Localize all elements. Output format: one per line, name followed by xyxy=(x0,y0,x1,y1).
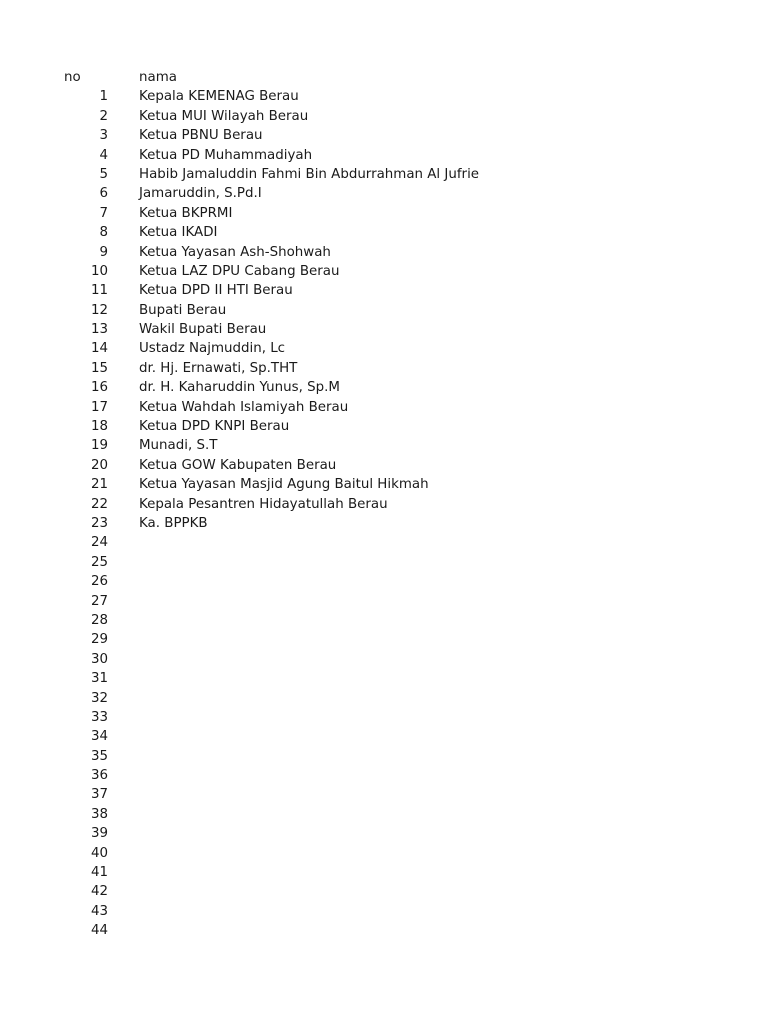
row-number: 6 xyxy=(99,186,108,202)
row-nama: Bupati Berau xyxy=(139,302,227,318)
row-number: 35 xyxy=(90,748,108,764)
table-row xyxy=(0,107,768,126)
row-number: 12 xyxy=(90,302,108,318)
table-row xyxy=(0,398,768,417)
table-row xyxy=(0,514,768,533)
table-row xyxy=(0,650,768,669)
row-number: 9 xyxy=(99,244,108,260)
table-row xyxy=(0,243,768,262)
row-nama xyxy=(108,592,139,611)
row-number: 34 xyxy=(90,729,108,745)
row-number: 3 xyxy=(99,128,108,144)
row-number: 40 xyxy=(90,845,108,861)
row-nama xyxy=(108,708,139,727)
row-number: 16 xyxy=(90,380,108,396)
table-row xyxy=(0,223,768,242)
row-nama xyxy=(108,650,139,669)
row-nama xyxy=(108,882,139,901)
row-nama xyxy=(108,844,139,863)
row-number: 21 xyxy=(90,477,108,493)
table-row xyxy=(0,882,768,901)
row-nama: Ketua LAZ DPU Cabang Berau xyxy=(139,263,340,279)
row-number: 2 xyxy=(99,108,108,124)
row-nama xyxy=(108,533,139,552)
row-nama: Ketua MUI Wilayah Berau xyxy=(139,108,309,124)
column-header-no: no xyxy=(64,70,81,85)
table-row xyxy=(0,785,768,804)
row-number: 24 xyxy=(90,535,108,551)
table-row xyxy=(0,475,768,494)
row-number: 26 xyxy=(90,574,108,590)
column-header-nama: nama xyxy=(139,70,177,85)
row-nama: Ketua Wahdah Islamiyah Berau xyxy=(139,399,349,415)
row-number: 32 xyxy=(90,690,108,706)
table-row xyxy=(0,417,768,436)
row-nama: dr. Hj. Ernawati, Sp.THT xyxy=(139,360,298,376)
table-row xyxy=(0,533,768,552)
table-row xyxy=(0,146,768,165)
table-row xyxy=(0,359,768,378)
row-number: 37 xyxy=(90,787,108,803)
row-nama: Ketua PD Muhammadiyah xyxy=(139,147,313,163)
table-row xyxy=(0,456,768,475)
row-nama: dr. H. Kaharuddin Yunus, Sp.M xyxy=(139,380,340,396)
row-number: 36 xyxy=(90,768,108,784)
row-nama: Ketua Yayasan Ash-Shohwah xyxy=(139,244,331,260)
table-row xyxy=(0,572,768,591)
row-number: 43 xyxy=(90,903,108,919)
row-number: 18 xyxy=(90,419,108,435)
row-number: 15 xyxy=(90,360,108,376)
table-row xyxy=(0,727,768,746)
row-nama: Ketua PBNU Berau xyxy=(139,128,263,144)
table-row xyxy=(0,553,768,572)
row-number: 33 xyxy=(90,709,108,725)
row-nama: Ketua DPD KNPI Berau xyxy=(139,419,290,435)
row-nama xyxy=(108,902,139,921)
row-nama: Ketua BKPRMI xyxy=(139,205,233,221)
table-row xyxy=(0,281,768,300)
row-nama xyxy=(108,572,139,591)
row-number: 10 xyxy=(90,263,108,279)
table-row xyxy=(0,339,768,358)
row-number: 5 xyxy=(99,166,108,182)
table-row xyxy=(0,184,768,203)
row-number: 23 xyxy=(90,515,108,531)
table-row xyxy=(0,378,768,397)
table-row xyxy=(0,921,768,940)
table-row xyxy=(0,495,768,514)
table-row xyxy=(0,204,768,223)
table-body xyxy=(0,87,768,940)
row-number: 11 xyxy=(90,283,108,299)
row-number: 7 xyxy=(99,205,108,221)
table-row xyxy=(0,747,768,766)
table-row xyxy=(0,262,768,281)
row-nama: Ketua IKADI xyxy=(139,225,218,241)
row-number: 25 xyxy=(90,554,108,570)
row-number: 20 xyxy=(90,457,108,473)
row-nama xyxy=(108,553,139,572)
table-row xyxy=(0,708,768,727)
table-row xyxy=(0,165,768,184)
row-nama xyxy=(108,669,139,688)
row-nama: Jamaruddin, S.Pd.I xyxy=(139,186,262,202)
row-number: 17 xyxy=(90,399,108,415)
spreadsheet-table xyxy=(0,68,768,941)
row-number: 14 xyxy=(90,341,108,357)
row-nama xyxy=(108,824,139,843)
row-nama xyxy=(108,805,139,824)
row-nama: Ketua GOW Kabupaten Berau xyxy=(139,457,337,473)
row-nama xyxy=(108,921,139,940)
table-row xyxy=(0,824,768,843)
row-number: 44 xyxy=(90,923,108,939)
table-row xyxy=(0,592,768,611)
table-row xyxy=(0,805,768,824)
row-number: 4 xyxy=(99,147,108,163)
row-number: 42 xyxy=(90,884,108,900)
row-number: 19 xyxy=(90,438,108,454)
table-row xyxy=(0,611,768,630)
table-row xyxy=(0,863,768,882)
table-row xyxy=(0,87,768,106)
table-row xyxy=(0,844,768,863)
row-nama: Munadi, S.T xyxy=(139,438,218,454)
row-number: 41 xyxy=(90,865,108,881)
row-number: 29 xyxy=(90,632,108,648)
row-nama xyxy=(108,630,139,649)
row-number: 27 xyxy=(90,593,108,609)
table-row xyxy=(0,902,768,921)
row-number: 28 xyxy=(90,612,108,628)
row-number: 1 xyxy=(99,89,108,105)
row-nama xyxy=(108,747,139,766)
row-number: 8 xyxy=(99,225,108,241)
table-row xyxy=(0,766,768,785)
table-row xyxy=(0,436,768,455)
row-nama: Kepala KEMENAG Berau xyxy=(139,89,299,105)
table-row xyxy=(0,689,768,708)
row-nama: Kepala Pesantren Hidayatullah Berau xyxy=(139,496,388,512)
row-nama xyxy=(108,766,139,785)
row-number: 39 xyxy=(90,826,108,842)
row-number: 22 xyxy=(90,496,108,512)
row-nama xyxy=(108,863,139,882)
row-nama: Wakil Bupati Berau xyxy=(139,322,267,338)
row-nama: Habib Jamaluddin Fahmi Bin Abdurrahman Al Jufrie xyxy=(139,166,480,182)
row-nama: Ketua DPD II HTI Berau xyxy=(139,283,293,299)
row-number: 30 xyxy=(90,651,108,667)
table-row xyxy=(0,630,768,649)
table-row xyxy=(0,301,768,320)
row-nama xyxy=(108,611,139,630)
table-row xyxy=(0,126,768,145)
row-number: 31 xyxy=(90,671,108,687)
row-number: 13 xyxy=(90,322,108,338)
row-nama xyxy=(108,689,139,708)
row-nama: Ka. BPPKB xyxy=(139,515,208,531)
table-header-row xyxy=(0,68,768,87)
row-number: 38 xyxy=(90,806,108,822)
row-nama: Ketua Yayasan Masjid Agung Baitul Hikmah xyxy=(139,477,429,493)
table-row xyxy=(0,669,768,688)
row-nama: Ustadz Najmuddin, Lc xyxy=(139,341,286,357)
table-row xyxy=(0,320,768,339)
row-nama xyxy=(108,727,139,746)
row-nama xyxy=(108,785,139,804)
